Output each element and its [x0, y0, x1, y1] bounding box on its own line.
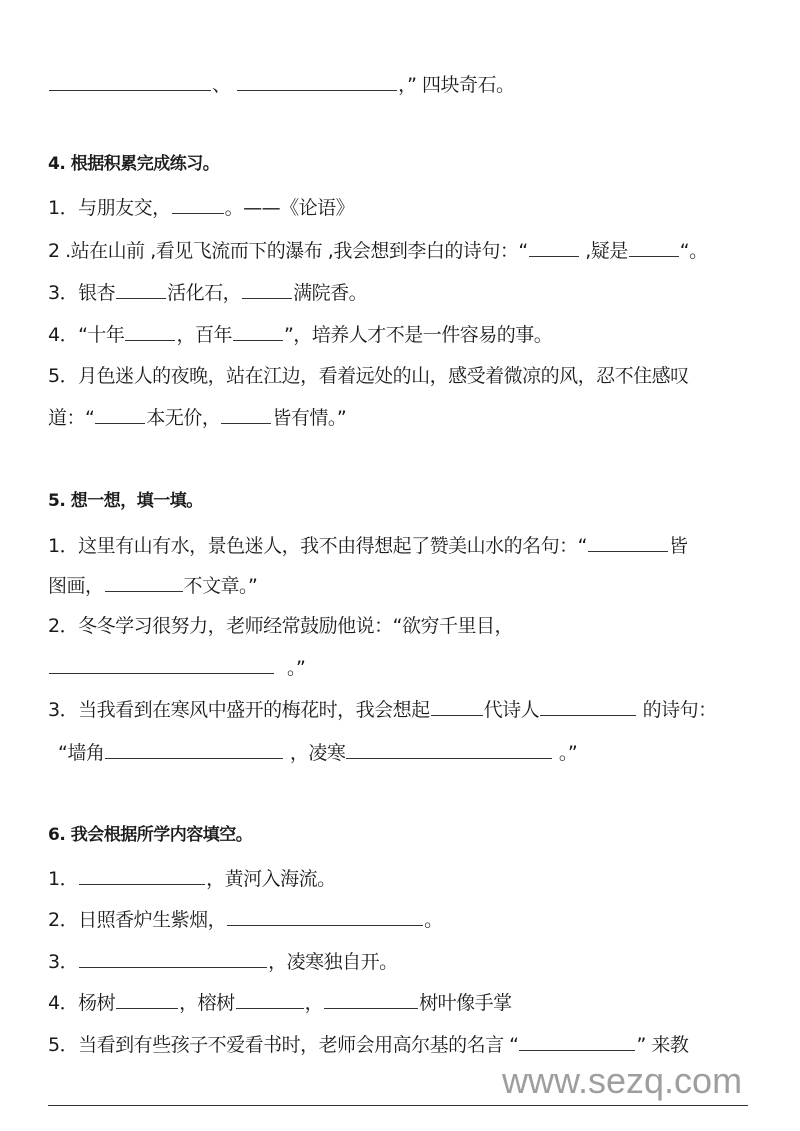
text: 。” — [287, 657, 306, 679]
text: 银杏 — [78, 282, 116, 304]
item-number: 5． — [48, 365, 79, 387]
answer-line[interactable] — [48, 1105, 748, 1106]
separator: 、 — [212, 74, 231, 96]
answer-blank[interactable] — [95, 405, 145, 424]
question-4-4 — [48, 322, 552, 347]
item-number: 2． — [48, 909, 79, 931]
answer-blank[interactable] — [324, 990, 418, 1009]
question-6-1 — [48, 866, 336, 891]
answer-blank[interactable] — [49, 655, 274, 674]
question-6-2 — [48, 907, 443, 932]
text: ， — [304, 992, 324, 1014]
text: 杨树 — [78, 992, 116, 1014]
question-5-2-continued — [48, 655, 305, 680]
text: 站在山前 ,看见飞流而下的瀑布 ,我会想到李白的诗句：“ — [70, 240, 528, 262]
answer-blank[interactable] — [105, 740, 283, 759]
text: 这里有山有水，景色迷人，我不由得想起了赞美山水的名句：“ — [78, 535, 587, 557]
question-6-5 — [48, 1032, 688, 1057]
answer-blank[interactable] — [116, 990, 178, 1009]
question-4-5 — [48, 364, 689, 388]
item-number: 3． — [48, 282, 79, 304]
question-5-2 — [48, 614, 513, 638]
answer-blank[interactable] — [242, 280, 292, 299]
answer-blank[interactable] — [116, 280, 166, 299]
item-number: 1． — [48, 197, 79, 219]
text: ” 来教 — [636, 1034, 689, 1056]
item-number: 3． — [48, 951, 79, 973]
answer-blank[interactable] — [629, 238, 679, 257]
question-4-3 — [48, 280, 367, 305]
answer-blank[interactable] — [236, 990, 304, 1009]
text: “墙角 — [58, 742, 105, 764]
text: 日照香炉生紫烟， — [78, 909, 227, 931]
text: 月色迷人的夜晚，站在江边，看着远处的山，感受着微凉的风，忍不住感叹 — [78, 365, 689, 387]
question-5-1-continued — [48, 573, 257, 598]
text: 。” — [553, 742, 578, 764]
text: ，榕树 — [179, 992, 235, 1014]
text: 当我看到在寒风中盛开的梅花时，我会想起 — [78, 699, 430, 721]
item-number: 4． — [48, 324, 79, 346]
text: 的诗句： — [637, 699, 717, 721]
answer-blank[interactable] — [221, 405, 271, 424]
question-5-3 — [48, 697, 717, 722]
answer-blank[interactable] — [588, 533, 668, 552]
text: ，凌寒独自开。 — [268, 951, 398, 973]
text: 冬冬学习很努力，老师经常鼓励他说：“欲穷千里目， — [78, 615, 513, 637]
text: ，百年 — [176, 324, 232, 346]
text: 树叶像手掌 — [419, 992, 512, 1014]
answer-blank[interactable] — [79, 949, 267, 968]
section-5-heading: 5. 想一想，填一填。 — [48, 491, 203, 511]
answer-blank[interactable] — [529, 238, 579, 257]
question-5-1 — [48, 533, 687, 558]
item-number: 2． — [48, 615, 79, 637]
question-6-4 — [48, 990, 512, 1015]
item-number: 4． — [48, 992, 79, 1014]
watermark: www.sezq.com — [502, 1060, 743, 1101]
answer-blank[interactable] — [49, 72, 211, 91]
answer-blank[interactable] — [125, 322, 175, 341]
answer-blank[interactable] — [346, 740, 552, 759]
answer-blank[interactable] — [233, 322, 283, 341]
text: 当看到有些孩子不爱看书时，老师会用高尔基的名言 “ — [78, 1034, 519, 1056]
question-6-3 — [48, 949, 398, 974]
text: ，” 四块奇石。 — [398, 74, 515, 96]
text: 代诗人 — [483, 699, 540, 721]
item-number: 1． — [48, 868, 79, 890]
text: 皆有情。” — [272, 407, 347, 429]
item-number: 3． — [48, 699, 79, 721]
answer-blank[interactable] — [519, 1032, 635, 1051]
question-4-5-continued — [48, 405, 346, 430]
section-4-heading: 4. 根据积累完成练习。 — [48, 154, 220, 174]
text: “十年 — [78, 324, 125, 346]
section-6-heading: 6. 我会根据所学内容填空。 — [48, 825, 253, 845]
answer-blank[interactable] — [79, 866, 205, 885]
text: 不文章。” — [183, 575, 258, 597]
item-number: 1． — [48, 535, 79, 557]
continued-fill-line — [48, 72, 514, 97]
text: ，凌寒 — [284, 742, 346, 764]
text: 与朋友交， — [78, 197, 171, 219]
text: 。 — [424, 909, 443, 931]
answer-blank[interactable] — [105, 573, 183, 592]
answer-blank[interactable] — [431, 697, 483, 716]
text: ,疑是 — [579, 240, 628, 262]
text: “。 — [679, 240, 708, 262]
answer-blank[interactable] — [540, 697, 636, 716]
answer-blank[interactable] — [227, 907, 423, 926]
text: ”，培养人才不是一件容易的事。 — [283, 324, 553, 346]
text: 道：“ — [48, 407, 95, 429]
item-number: 2 . — [48, 240, 71, 262]
text: 本无价， — [146, 407, 221, 429]
text: 皆 — [668, 535, 688, 557]
answer-blank[interactable] — [237, 72, 397, 91]
text: 活化石， — [167, 282, 242, 304]
text: 图画， — [48, 575, 104, 597]
question-5-3-continued — [58, 740, 577, 765]
text: 。——《论语》 — [224, 197, 355, 219]
question-4-2 — [48, 238, 708, 263]
text: 满院香。 — [293, 282, 368, 304]
answer-blank[interactable] — [172, 195, 224, 214]
item-number: 5． — [48, 1034, 79, 1056]
question-4-1 — [48, 195, 354, 220]
text: ，黄河入海流。 — [206, 868, 336, 890]
